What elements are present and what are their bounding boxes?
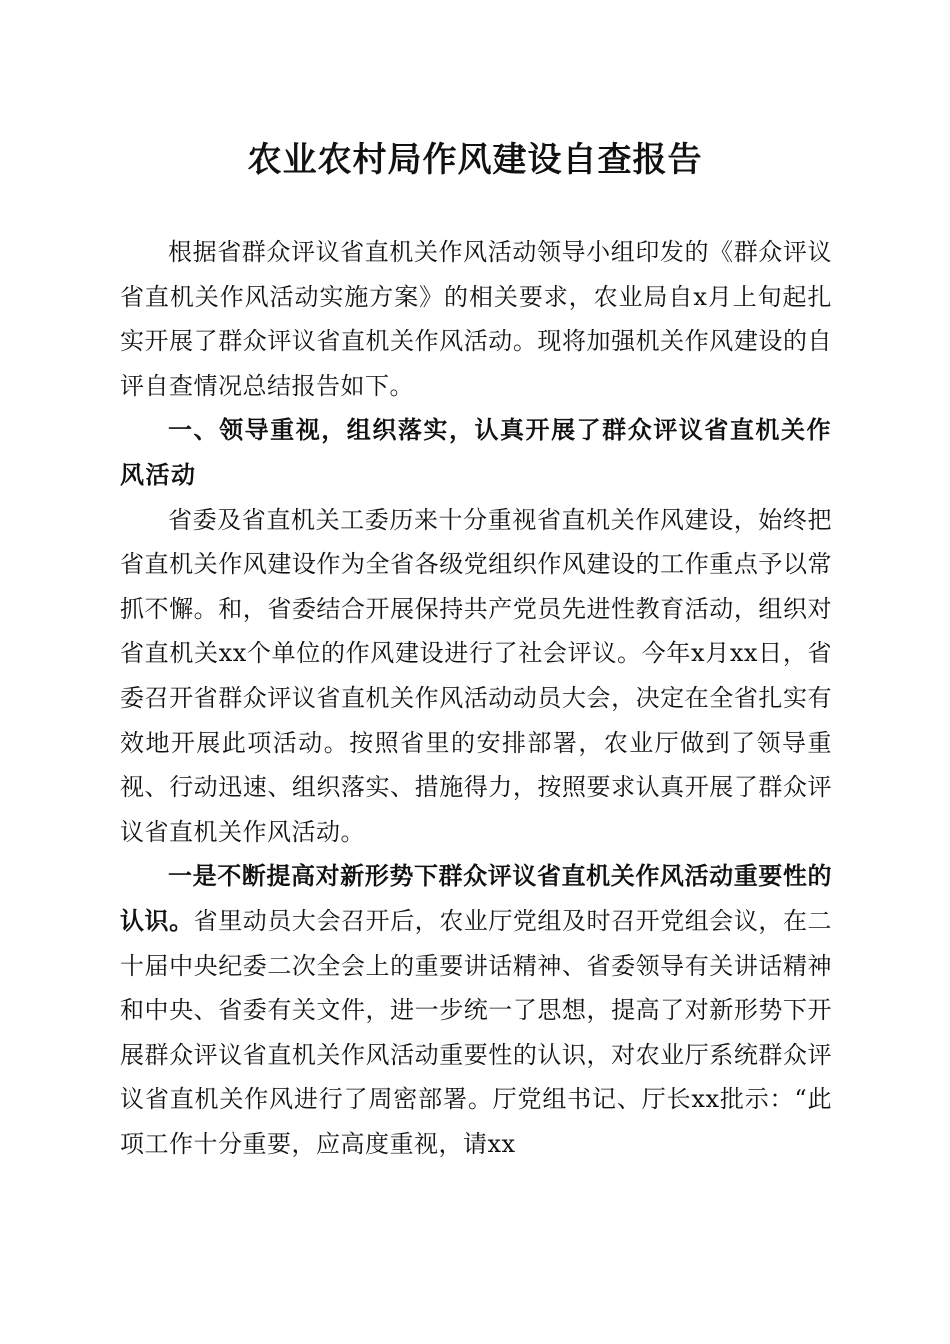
section-heading-1: 一、领导重视，组织落实，认真开展了群众评议省直机关作风活动 (120, 416, 832, 489)
intro-paragraph: 根据省群众评议省直机关作风活动领导小组印发的《群众评议省直机关作风活动实施方案》的相关要求，农业局自x月上旬起扎实开展了群众评议省直机关作风活动。现将加强机关作风建设的自评自查情况总结报告如下。 (120, 238, 832, 400)
document-body (120, 230, 832, 1166)
paragraph-lead-sentence: 一是不断提高对新形势下群众评议省直机关作风活动重要性的认识。 (120, 861, 832, 935)
section1-paragraph-2 (120, 854, 832, 1166)
paragraph-body-text: 省里动员大会召开后，农业厅党组及时召开党组会议，在二十届中央纪委二次全会上的重要讲话精神、省委领导有关讲话精神和中央、省委有关文件，进一步统一了思想，提高了对新形势下开展群众评议省直机关作风活动重要性的认识，对农业厅系统群众评议省直机关作风进行了周密部署。厅党组书记、厅长xx批示：“此项工作十分重要，应高度重视，请xx (120, 906, 833, 1158)
section1-paragraph-1: 省委及省直机关工委历来十分重视省直机关作风建设，始终把省直机关作风建设作为全省各级党组织作风建设的工作重点予以常抓不懈。和，省委结合开展保持共产党员先进性教育活动，组织对省直机关xx个单位的作风建设进行了社会评议。今年x月xx日，省委召开省群众评议省直机关作风活动动员大会，决定在全省扎实有效地开展此项活动。按照省里的安排部署，农业厅做到了领导重视、行动迅速、组织落实、措施得力，按照要求认真开展了群众评议省直机关作风活动。 (120, 505, 832, 846)
document-title: 农业农村局作风建设自查报告 (247, 140, 703, 180)
